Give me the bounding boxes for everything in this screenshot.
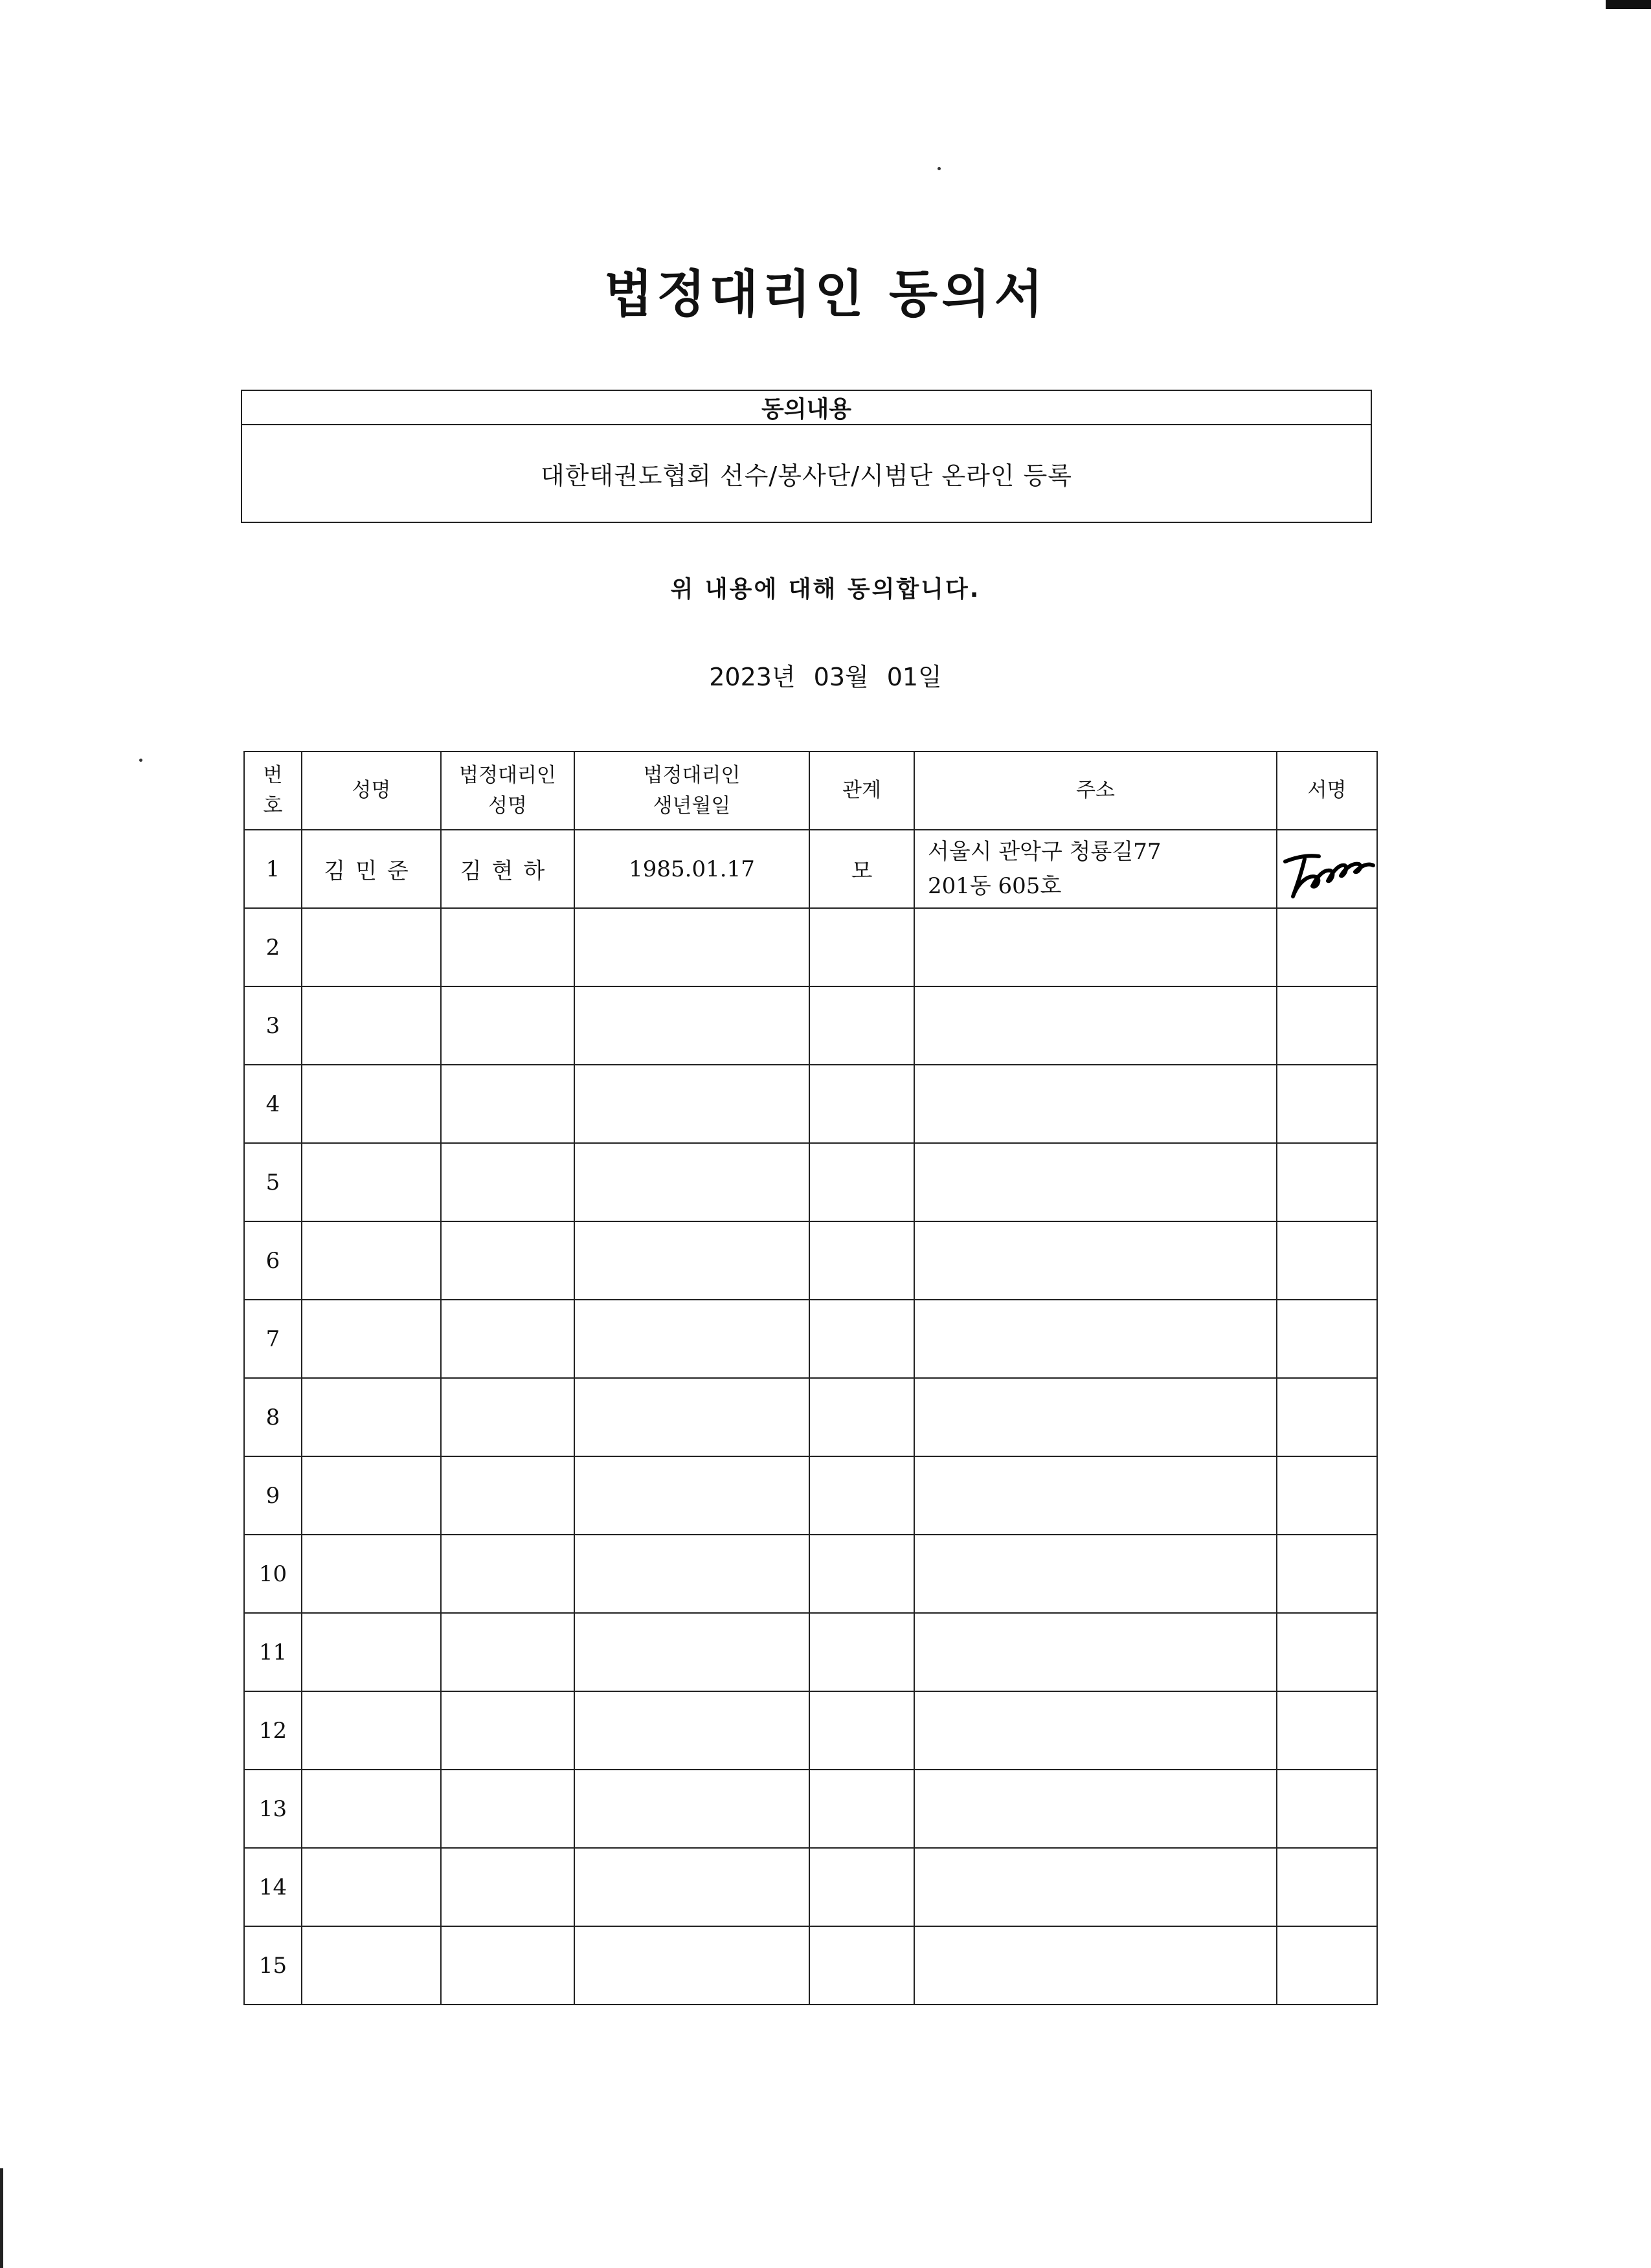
row-number: 12	[244, 1691, 302, 1770]
relation	[809, 1065, 914, 1143]
signature-cell	[1277, 1535, 1377, 1613]
scan-speck	[139, 759, 142, 762]
header-guardian-name-line1: 법정대리인	[459, 764, 556, 787]
student-name	[302, 1143, 441, 1221]
row-number: 4	[244, 1065, 302, 1143]
document-date	[0, 657, 1651, 693]
consent-content: 대한태권도협회 선수/봉사단/시범단 온라인 등록	[540, 461, 1072, 490]
relation	[809, 1848, 914, 1926]
address-line: 201동 605호	[928, 873, 1062, 899]
table-header-row	[244, 751, 1377, 830]
table-row	[244, 1848, 1377, 1926]
table-row	[244, 1613, 1377, 1691]
date-day: 01일	[886, 663, 942, 691]
signature-cell	[1277, 1143, 1377, 1221]
signature-cell	[1277, 1613, 1377, 1691]
agreement-statement: 위 내용에 대해 동의합니다.	[670, 576, 981, 603]
address	[914, 1221, 1277, 1300]
table-row	[244, 908, 1377, 986]
student-name: 김민준	[302, 830, 441, 908]
guardian-name	[441, 1456, 574, 1535]
signature-cell	[1277, 1300, 1377, 1378]
row-number: 15	[244, 1926, 302, 2005]
row-number: 3	[244, 986, 302, 1065]
signature-cell	[1277, 1065, 1377, 1143]
relation	[809, 1926, 914, 2005]
address	[914, 1300, 1277, 1378]
row-number: 5	[244, 1143, 302, 1221]
relation	[809, 1143, 914, 1221]
signature-cell	[1277, 1770, 1377, 1848]
guardian-birthdate	[574, 986, 809, 1065]
student-name	[302, 1770, 441, 1848]
student-name	[302, 1848, 441, 1926]
guardian-birthdate	[574, 1691, 809, 1770]
header-guardian-name-line2: 성명	[488, 794, 527, 817]
address	[914, 1613, 1277, 1691]
guardian-birthdate	[574, 1848, 809, 1926]
scan-edge-mark	[1606, 0, 1651, 9]
row-number: 11	[244, 1613, 302, 1691]
student-name	[302, 1065, 441, 1143]
address	[914, 1691, 1277, 1770]
relation	[809, 1456, 914, 1535]
guardian-birthdate	[574, 1770, 809, 1848]
header-signature: 서명	[1277, 751, 1377, 830]
guardian-name	[441, 1378, 574, 1456]
header-guardian-birth	[574, 751, 809, 830]
header-relation: 관계	[809, 751, 914, 830]
relation	[809, 1691, 914, 1770]
address	[914, 1065, 1277, 1143]
address	[914, 1926, 1277, 2005]
guardian-birthdate	[574, 1613, 809, 1691]
address	[914, 1770, 1277, 1848]
header-no	[244, 751, 302, 830]
handwritten-signature	[1279, 837, 1376, 902]
row-number: 8	[244, 1378, 302, 1456]
row-number: 10	[244, 1535, 302, 1613]
student-name	[302, 1535, 441, 1613]
header-no-line2: 호	[263, 794, 283, 817]
row-number: 6	[244, 1221, 302, 1300]
student-name	[302, 1378, 441, 1456]
guardian-name: 김현하	[441, 830, 574, 908]
address	[914, 1143, 1277, 1221]
scan-edge-mark-left	[0, 2168, 3, 2268]
guardian-name	[441, 986, 574, 1065]
guardian-birthdate	[574, 1456, 809, 1535]
guardian-birthdate	[574, 908, 809, 986]
address	[914, 908, 1277, 986]
student-name	[302, 986, 441, 1065]
guardian-name	[441, 1613, 574, 1691]
relation	[809, 1221, 914, 1300]
table-row	[244, 1926, 1377, 2005]
relation	[809, 908, 914, 986]
relation	[809, 1378, 914, 1456]
student-name	[302, 1691, 441, 1770]
consent-box	[241, 390, 1372, 523]
address	[914, 830, 1277, 908]
table-row	[244, 1770, 1377, 1848]
relation: 모	[809, 830, 914, 908]
guardian-name	[441, 1535, 574, 1613]
guardian-birthdate	[574, 1300, 809, 1378]
signature-cell	[1277, 830, 1377, 908]
date-month: 03월	[813, 663, 869, 691]
student-name	[302, 1456, 441, 1535]
student-name	[302, 1221, 441, 1300]
guardian-name	[441, 1926, 574, 2005]
guardian-birthdate	[574, 1143, 809, 1221]
row-number: 14	[244, 1848, 302, 1926]
address	[914, 1456, 1277, 1535]
row-number: 2	[244, 908, 302, 986]
table-row	[244, 830, 1377, 908]
row-number: 7	[244, 1300, 302, 1378]
signature-cell	[1277, 1848, 1377, 1926]
row-number: 1	[244, 830, 302, 908]
header-guardian-birth-line2: 생년월일	[653, 794, 731, 817]
signature-cell	[1277, 1221, 1377, 1300]
guardian-birthdate	[574, 1221, 809, 1300]
guardian-birthdate	[574, 1926, 809, 2005]
date-year: 2023년	[709, 663, 796, 691]
header-no-line1: 번	[263, 764, 283, 787]
table-row	[244, 1535, 1377, 1613]
signature-cell	[1277, 1926, 1377, 2005]
header-guardian-name	[441, 751, 574, 830]
table-row	[244, 1221, 1377, 1300]
table-row	[244, 1691, 1377, 1770]
guardian-name	[441, 1065, 574, 1143]
table-row	[244, 1378, 1377, 1456]
scan-speck	[938, 167, 941, 170]
student-name	[302, 1300, 441, 1378]
address-line: 서울시 관악구 청룡길77	[928, 838, 1162, 865]
header-name: 성명	[302, 751, 441, 830]
signature-cell	[1277, 908, 1377, 986]
guardian-birthdate	[574, 1535, 809, 1613]
document-title: 법정대리인 동의서	[604, 265, 1047, 324]
guardian-name	[441, 908, 574, 986]
address	[914, 1535, 1277, 1613]
consent-heading: 동의내용	[242, 391, 1371, 425]
relation	[809, 1535, 914, 1613]
guardian-name	[441, 1770, 574, 1848]
guardian-name	[441, 1221, 574, 1300]
table-row	[244, 1456, 1377, 1535]
signature-cell	[1277, 1456, 1377, 1535]
guardian-birthdate	[574, 1065, 809, 1143]
table-row	[244, 1300, 1377, 1378]
guardian-birthdate: 1985.01.17	[574, 830, 809, 908]
student-name	[302, 908, 441, 986]
guardian-name	[441, 1300, 574, 1378]
guardian-birthdate	[574, 1378, 809, 1456]
table-row	[244, 1065, 1377, 1143]
guardian-table	[243, 751, 1378, 2005]
relation	[809, 1300, 914, 1378]
address	[914, 1848, 1277, 1926]
table-row	[244, 986, 1377, 1065]
relation	[809, 1613, 914, 1691]
header-guardian-birth-line1: 법정대리인	[643, 764, 741, 787]
table-body	[244, 830, 1377, 2005]
relation	[809, 1770, 914, 1848]
guardian-name	[441, 1848, 574, 1926]
relation	[809, 986, 914, 1065]
header-address: 주소	[914, 751, 1277, 830]
student-name	[302, 1926, 441, 2005]
address	[914, 986, 1277, 1065]
address	[914, 1378, 1277, 1456]
student-name	[302, 1613, 441, 1691]
signature-cell	[1277, 986, 1377, 1065]
table-row	[244, 1143, 1377, 1221]
guardian-name	[441, 1143, 574, 1221]
row-number: 13	[244, 1770, 302, 1848]
guardian-name	[441, 1691, 574, 1770]
row-number: 9	[244, 1456, 302, 1535]
signature-cell	[1277, 1691, 1377, 1770]
signature-cell	[1277, 1378, 1377, 1456]
